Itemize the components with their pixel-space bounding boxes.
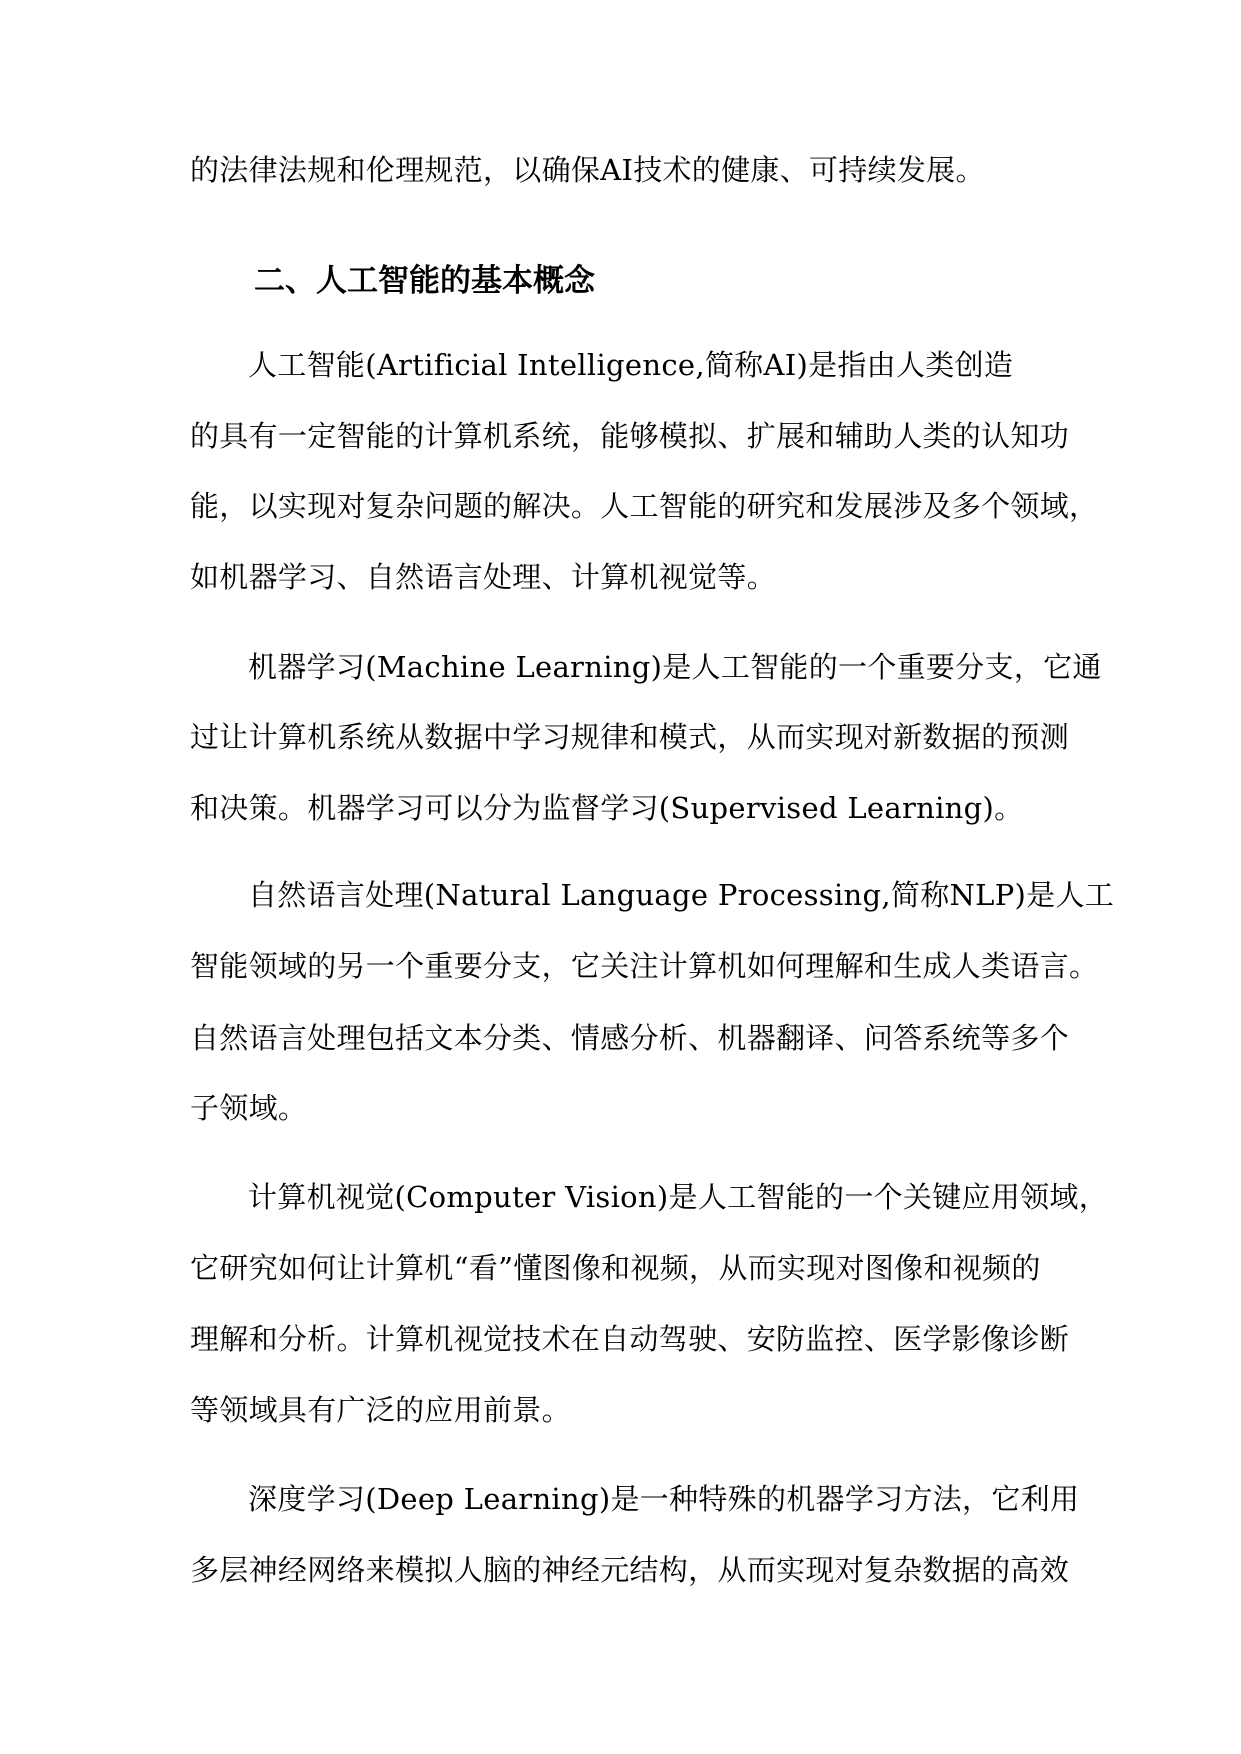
paragraph-ml-line-2: 过让计算机系统从数据中学习规律和模式，从而实现对新数据的预测 (190, 720, 1070, 754)
paragraph-cv-line-1: 计算机视觉(Computer Vision)是人工智能的一个关键应用领域， (248, 1180, 1109, 1214)
paragraph-ai-line-2: 的具有一定智能的计算机系统，能够模拟、扩展和辅助人类的认知功 (190, 419, 1070, 453)
paragraph-ai-line-3: 能，以实现对复杂问题的解决。人工智能的研究和发展涉及多个领域， (190, 489, 1099, 523)
text-line-1: 的法律法规和伦理规范，以确保AI技术的健康、可持续发展。 (190, 153, 985, 187)
paragraph-dl-line-1: 深度学习(Deep Learning)是一种特殊的机器学习方法，它利用 (248, 1482, 1080, 1516)
paragraph-dl-line-2: 多层神经网络来模拟人脑的神经元结构，从而实现对复杂数据的高效 (190, 1553, 1070, 1587)
paragraph-nlp-line-2: 智能领域的另一个重要分支，它关注计算机如何理解和生成人类语言。 (190, 949, 1099, 983)
paragraph-cv-line-2: 它研究如何让计算机“看”懂图像和视频，从而实现对图像和视频的 (190, 1251, 1041, 1285)
section-heading: 二、人工智能的基本概念 (254, 263, 595, 299)
paragraph-ml-line-3: 和决策。机器学习可以分为监督学习(Supervised Learning)。 (190, 791, 1024, 825)
paragraph-nlp-line-3: 自然语言处理包括文本分类、情感分析、机器翻译、问答系统等多个 (190, 1021, 1070, 1055)
paragraph-ai-line-1: 人工智能(Artificial Intelligence,简称AI)是指由人类创造 (248, 348, 1014, 382)
paragraph-cv-line-4: 等领域具有广泛的应用前景。 (190, 1393, 571, 1427)
paragraph-nlp-line-1: 自然语言处理(Natural Language Processing,简称NLP)是人工 (248, 878, 1115, 912)
paragraph-nlp-line-4: 子领域。 (190, 1091, 308, 1125)
paragraph-cv-line-3: 理解和分析。计算机视觉技术在自动驾驶、安防监控、医学影像诊断 (190, 1322, 1070, 1356)
paragraph-ml-line-1: 机器学习(Machine Learning)是人工智能的一个重要分支，它通 (248, 650, 1102, 684)
paragraph-ai-line-4: 如机器学习、自然语言处理、计算机视觉等。 (190, 560, 777, 594)
